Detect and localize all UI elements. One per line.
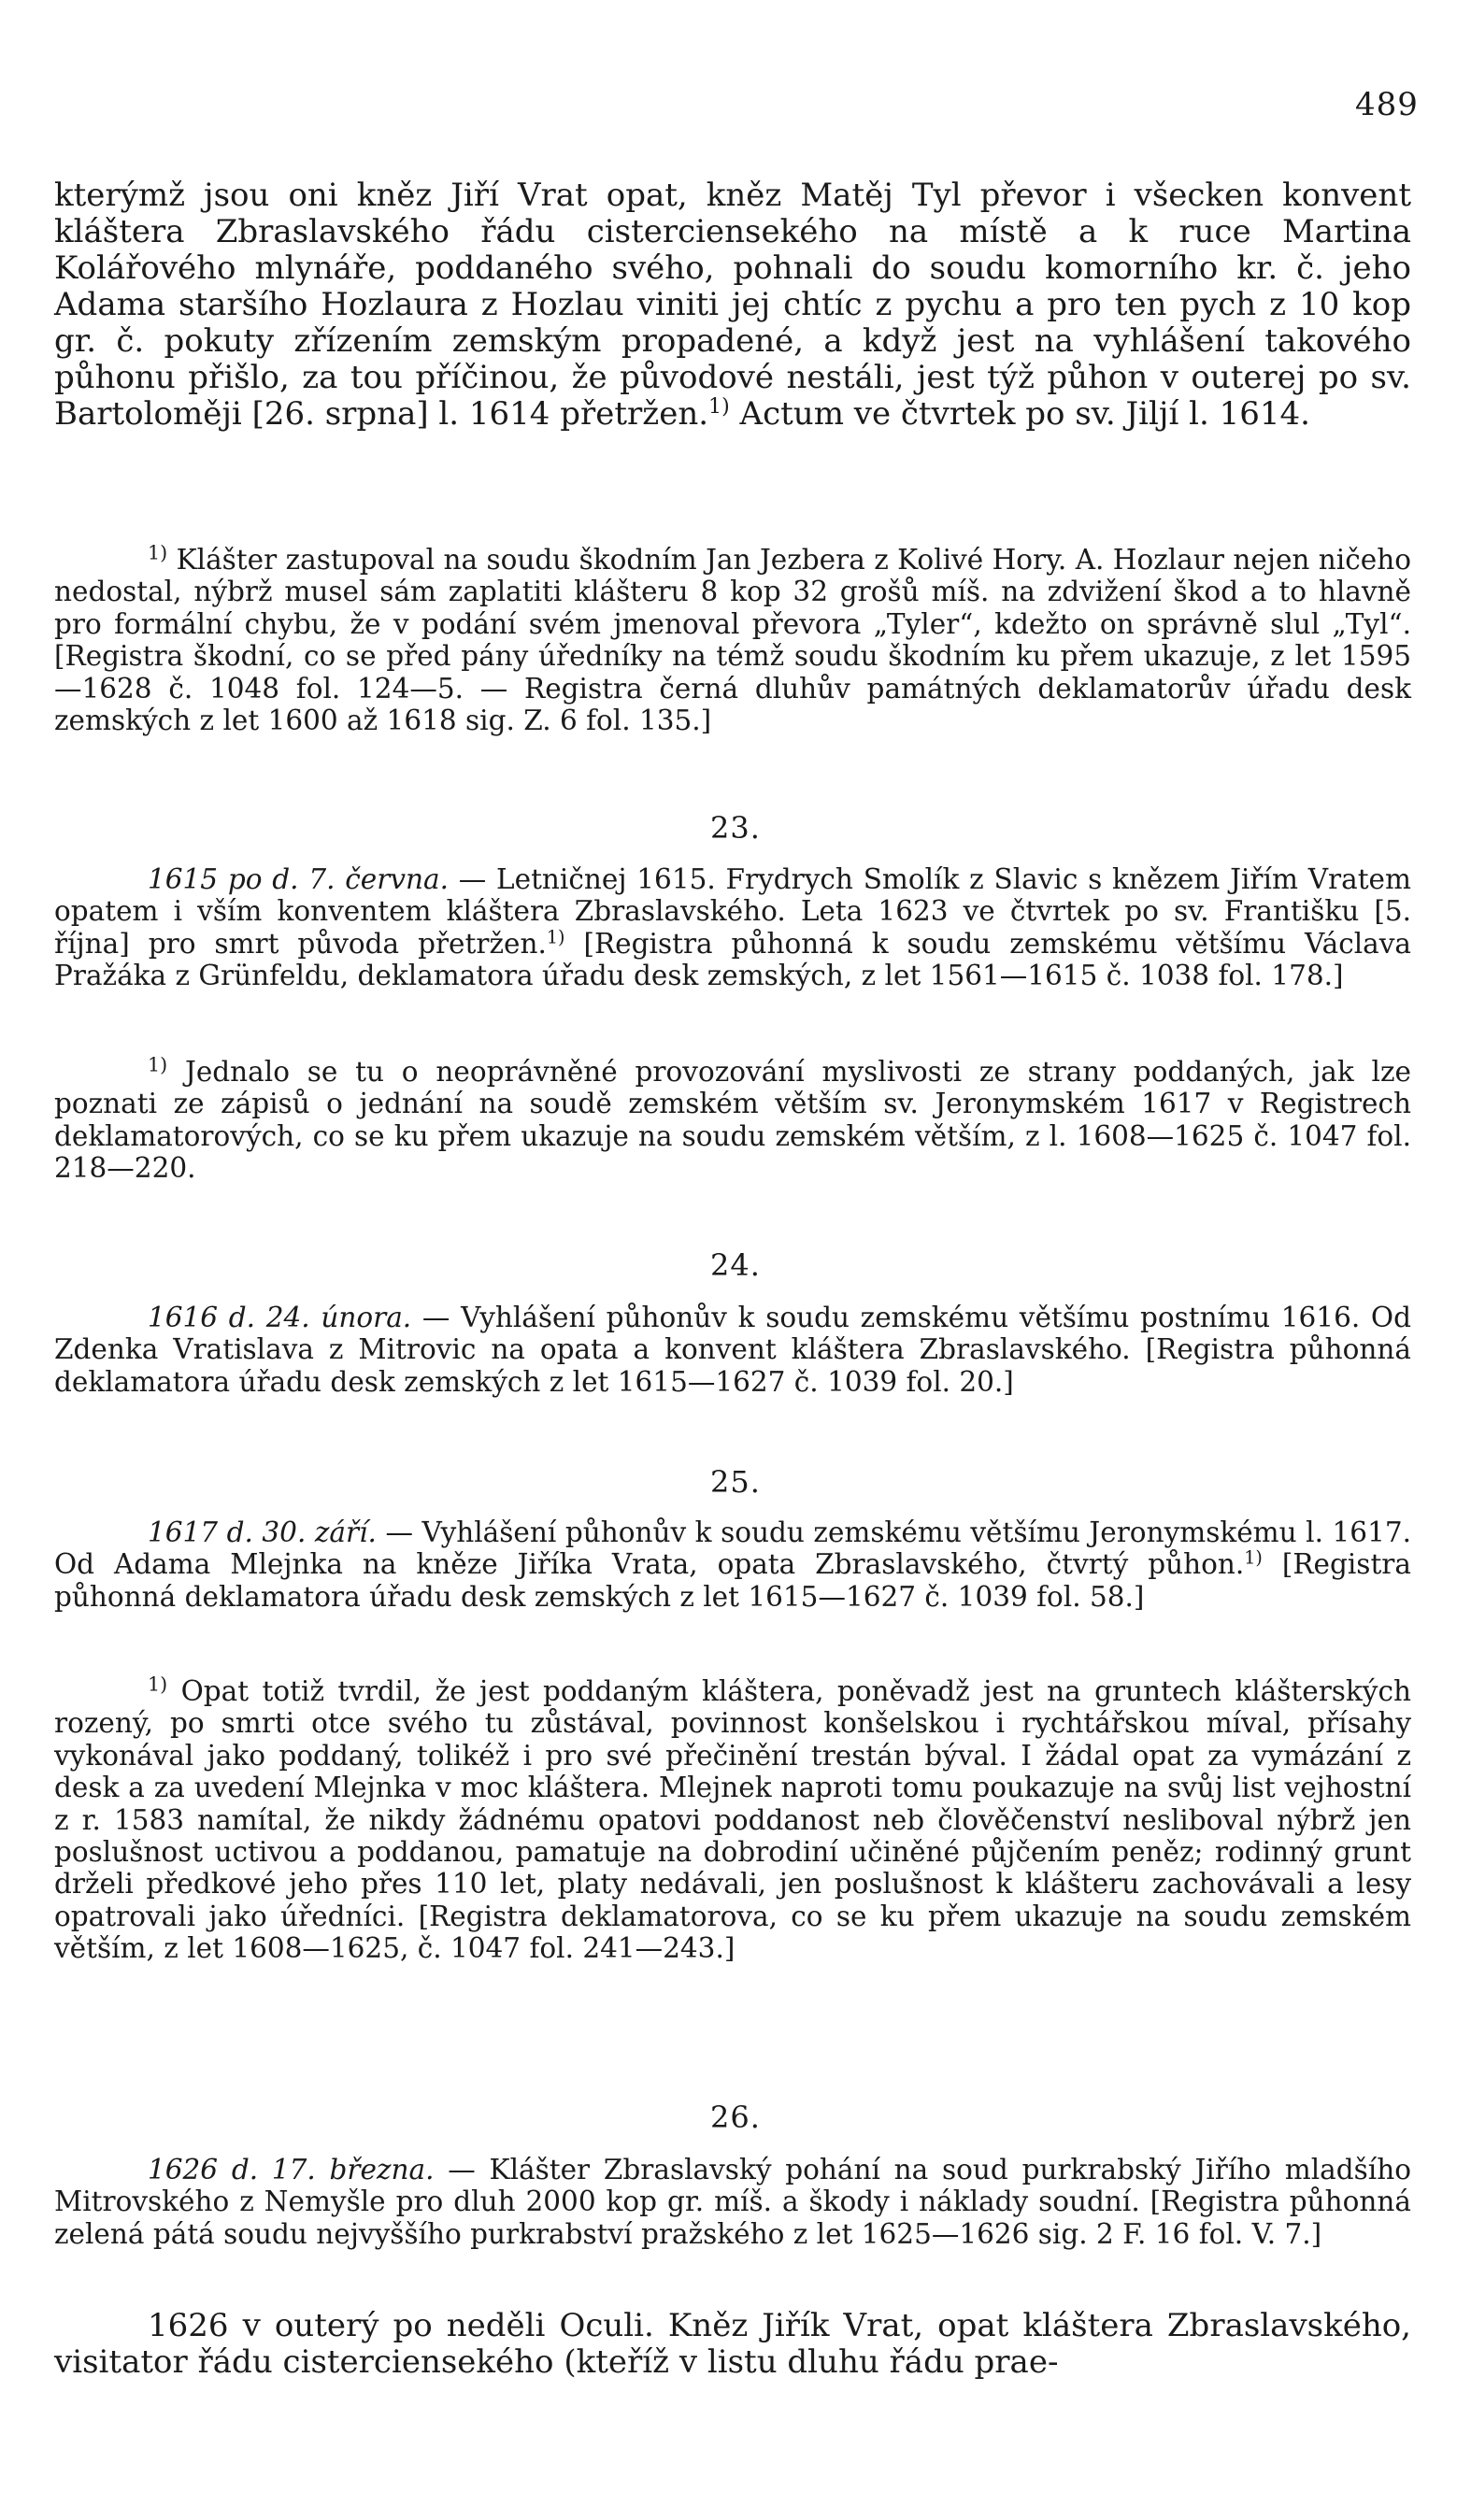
footnote-marker: 1) xyxy=(148,541,168,564)
intro-tail: Actum ve čtvrtek po sv. Jiljí l. 1614. xyxy=(729,395,1310,433)
entry-number: 26. xyxy=(710,2100,761,2135)
entry-date: 1615 po d. 7. června. xyxy=(148,863,449,895)
footnote-text: Opat totiž tvrdil, že jest poddaným kláštera, poněvadž jest na gruntech klášterských rozený, po smrti otce svého tu zůstával, povinnost konšelskou i rychtářskou míval, přísahy vykonával jako poddaný, tolikéž i pro své přečinění trestán býval. I žádal opat za vymázání z desk a za uvedení Mlejnka v moc kláštera. Mlejnek naproti tomu poukazuje na svůj list vejhostní z r. 1583 namítal, že nikdy žádnému opatovi poddanost neb člověčenství nesliboval nýbrž jen poslušnost uctivou a poddanou, pamatuje na dobrodiní učiněné půjčením peněz; rodinný grunt drželi předkové jeho přes 110 let, platy nedávali, jen poslušnost k klášteru zachovávali a lesy opatrovali jako úředníci. [Registra deklamatorova, co se ku přem ukazuje na soudu zemském větším, z let 1608—1625, č. 1047 fol. 241—243.] xyxy=(54,1675,1411,1965)
entry-date: 1616 d. 24. února. xyxy=(148,1302,412,1333)
entry-paragraph xyxy=(54,1516,1411,1613)
entry-paragraph xyxy=(54,1302,1411,1398)
entry-paragraph xyxy=(54,863,1411,992)
footnote-intro xyxy=(54,541,1411,737)
footnote-text: Jednalo se tu o neoprávněné provozování myslivosti ze strany poddaných, jak lze poznati ze zápisů o jednání na soudě zemském větším sv. Jeronymském 1617 v Registrech deklamatorových, co se ku přem ukazuje na soudu zemském větším, z l. 1608—1625 č. 1047 fol. 218—220. xyxy=(54,1056,1411,1185)
closing-text: 1626 v outerý po neděli Oculi. Kněz Jiřík Vrat, opat kláštera Zbraslavského, visitator řádu cisterciensekého (kteříž v listu dluhu řádu prae- xyxy=(54,2307,1411,2381)
footnote-marker: 1) xyxy=(708,393,730,419)
entry-text: — Klášter Zbraslavský pohání na soud purkrabský Jiřího mladšího Mitrovského z Nemyšle pro dluh 2000 kop gr. míš. a škody i náklady soudní. [Registra půhonná zelená pátá soudu nejvyššího purkrabství pražského z let 1625—1626 sig. 2 F. 16 fol. V. 7.] xyxy=(54,2154,1411,2250)
footnote-text: Klášter zastupoval na soudu škodním Jan Jezbera z Kolivé Hory. A. Hozlaur nejen ničeho nedostal, nýbrž musel sám zaplatiti klášteru 8 kop 32 grošů míš. na zdvižení škod a to hlavně pro formální chybu, že v podání svém jmenoval převora „Tyler“, kdežto on správně slul „Tyl“. [Registra škodní, co se před pány úředníky na témž soudu škodním ku přem ukazuje, z let 1595—1628 č. 1048 fol. 124—5. — Registra černá dluhův památných deklamatorův úřadu desk zemských z let 1600 až 1618 sig. Z. 6 fol. 135.] xyxy=(54,544,1411,737)
page-number: 489 xyxy=(1355,86,1419,123)
entry-tail: [Registra půhonná k soudu zemskému většímu Václava Pražáka z Grünfeldu, deklamatora úřadu desk zemských, z let 1561—1615 č. 1038 fol. 178.] xyxy=(54,927,1411,992)
entry-date: 1617 d. 30. září. xyxy=(148,1516,377,1548)
intro-text: kterýmž jsou oni kněz Jiří Vrat opat, kněz Matěj Tyl převor i všecken konvent kláštera Zbraslavského řádu cisterciensekého na místě a k ruce Martina Kolářového mlynáře, poddaného svého, pohnali do soudu komorního kr. č. jeho Adama staršího Hozlaura z Hozlau viniti jej chtíc z pychu a pro ten pych z 10 kop gr. č. pokuty zřízením zemským propadené, a když jest na vyhlášení takového půhonu přišlo, za tou příčinou, že původové nestáli, jest týž půhon v outerej po sv. Bartoloměji [26. srpna] l. 1614 přetržen. xyxy=(54,177,1411,433)
entry-date: 1626 d. 17. března. xyxy=(148,2154,435,2185)
entry-paragraph xyxy=(54,2154,1411,2250)
intro-paragraph xyxy=(54,178,1411,433)
entry-footnote xyxy=(54,1053,1411,1185)
footnote-marker: 1) xyxy=(1244,1546,1263,1569)
footnote-marker: 1) xyxy=(148,1673,168,1696)
entry-text: — Letničnej 1615. Frydrych Smolík z Slavic s knězem Jiřím Vratem opatem i vším konventem kláštera Zbraslavského. Leta 1623 ve čtvrtek po sv. Františku [5. října] pro smrt původa přetržen. xyxy=(54,863,1411,960)
entry-number: 25. xyxy=(710,1464,761,1500)
entry-number: 24. xyxy=(710,1247,761,1283)
closing-paragraph xyxy=(54,2308,1411,2381)
footnote-marker: 1) xyxy=(546,926,565,948)
entry-number: 23. xyxy=(710,810,761,846)
entry-text: — Vyhlášení půhonův k soudu zemskému většímu Jeronymskému l. 1617. Od Adama Mlejnka na kněze Jiříka Vrata, opata Zbraslavského, čtvrtý půhon. xyxy=(54,1516,1411,1581)
entry-footnote xyxy=(54,1675,1411,1965)
entry-text: — Vyhlášení půhonův k soudu zemskému většímu postnímu 1616. Od Zdenka Vratislava z Mitrovic na opata a konvent kláštera Zbraslavského. [Registra půhonná deklamatora úřadu desk zemských z let 1615—1627 č. 1039 fol. 20.] xyxy=(54,1302,1411,1398)
footnote-marker: 1) xyxy=(148,1053,168,1076)
entry-tail: [Registra půhonná deklamatora úřadu desk zemských z let 1615—1627 č. 1039 fol. 58.] xyxy=(54,1548,1411,1613)
